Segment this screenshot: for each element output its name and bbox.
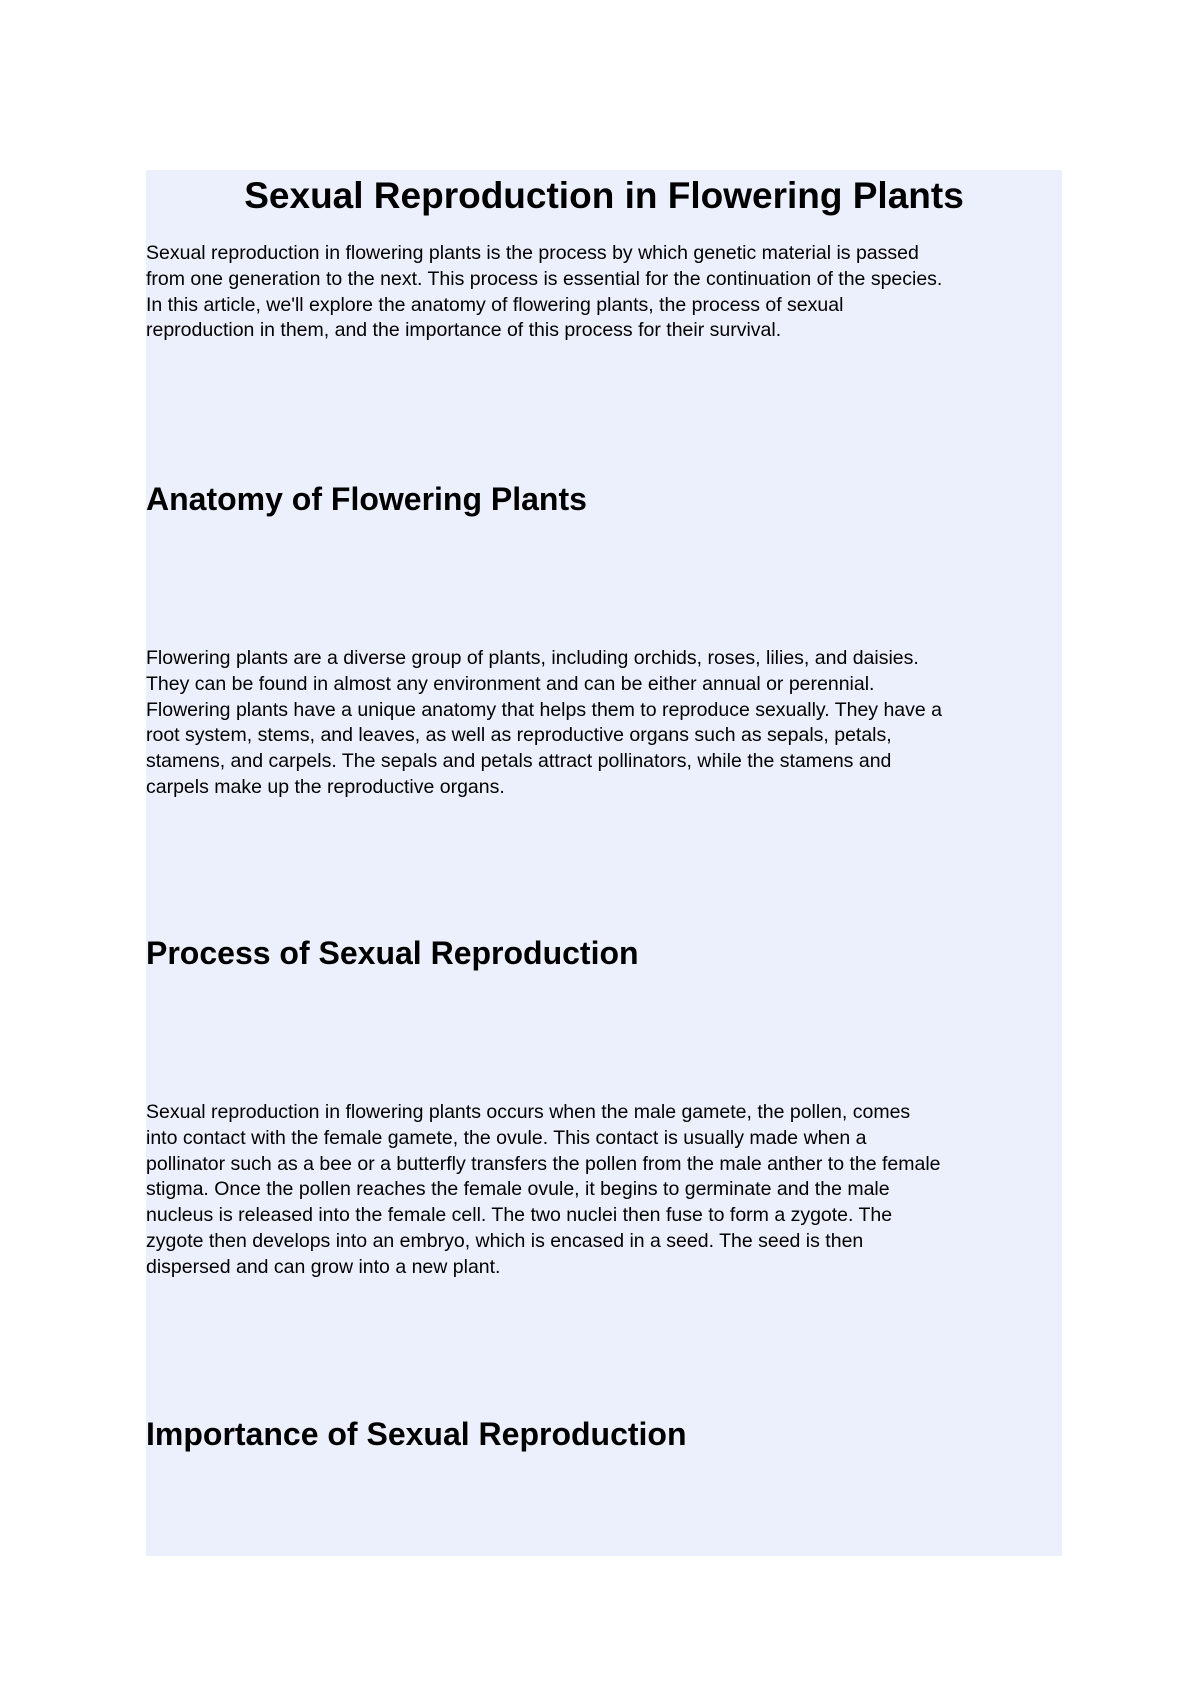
intro-line: Sexual reproduction in flowering plants is the process by which genetic material is passed <box>146 242 919 264</box>
document-panel <box>146 170 1062 1556</box>
paragraph-line: They can be found in almost any environment and can be either annual or perennial. <box>146 672 875 695</box>
paragraph-line: zygote then develops into an embryo, which is encased in a seed. The seed is then <box>146 1229 864 1252</box>
section-heading-process: Process of Sexual Reproduction <box>146 935 639 971</box>
intro-paragraph <box>146 241 1062 344</box>
paragraph-line: Flowering plants are a diverse group of plants, including orchids, roses, lilies, and daisies. <box>146 647 919 669</box>
paragraph-line: Sexual reproduction in flowering plants occurs when the male gamete, the pollen, comes <box>146 1101 911 1123</box>
paragraph-line: carpels make up the reproductive organs. <box>146 775 505 798</box>
intro-line: reproduction in them, and the importance of this process for their survival. <box>146 319 782 342</box>
process-paragraph <box>146 1100 1062 1281</box>
paragraph-line: root system, stems, and leaves, as well as reproductive organs such as sepals, petals, <box>146 724 892 747</box>
paragraph-line: dispersed and can grow into a new plant. <box>146 1255 501 1278</box>
intro-line: from one generation to the next. This process is essential for the continuation of the species. <box>146 267 943 290</box>
document-title: Sexual Reproduction in Flowering Plants <box>244 175 964 216</box>
paragraph-line: nucleus is released into the female cell. The two nuclei then fuse to form a zygote. The <box>146 1204 893 1227</box>
paragraph-line: pollinator such as a bee or a butterfly transfers the pollen from the male anther to the female <box>146 1152 941 1175</box>
paragraph-line: stigma. Once the pollen reaches the female ovule, it begins to germinate and the male <box>146 1178 890 1201</box>
section-heading-anatomy: Anatomy of Flowering Plants <box>146 481 587 517</box>
section-heading-importance: Importance of Sexual Reproduction <box>146 1416 687 1452</box>
paragraph-line: stamens, and carpels. The sepals and petals attract pollinators, while the stamens and <box>146 750 892 773</box>
intro-line: In this article, we'll explore the anatomy of flowering plants, the process of sexual <box>146 293 844 316</box>
paragraph-line: Flowering plants have a unique anatomy that helps them to reproduce sexually. They have a <box>146 698 943 721</box>
paragraph-line: into contact with the female gamete, the ovule. This contact is usually made when a <box>146 1126 867 1149</box>
anatomy-paragraph <box>146 646 1062 801</box>
